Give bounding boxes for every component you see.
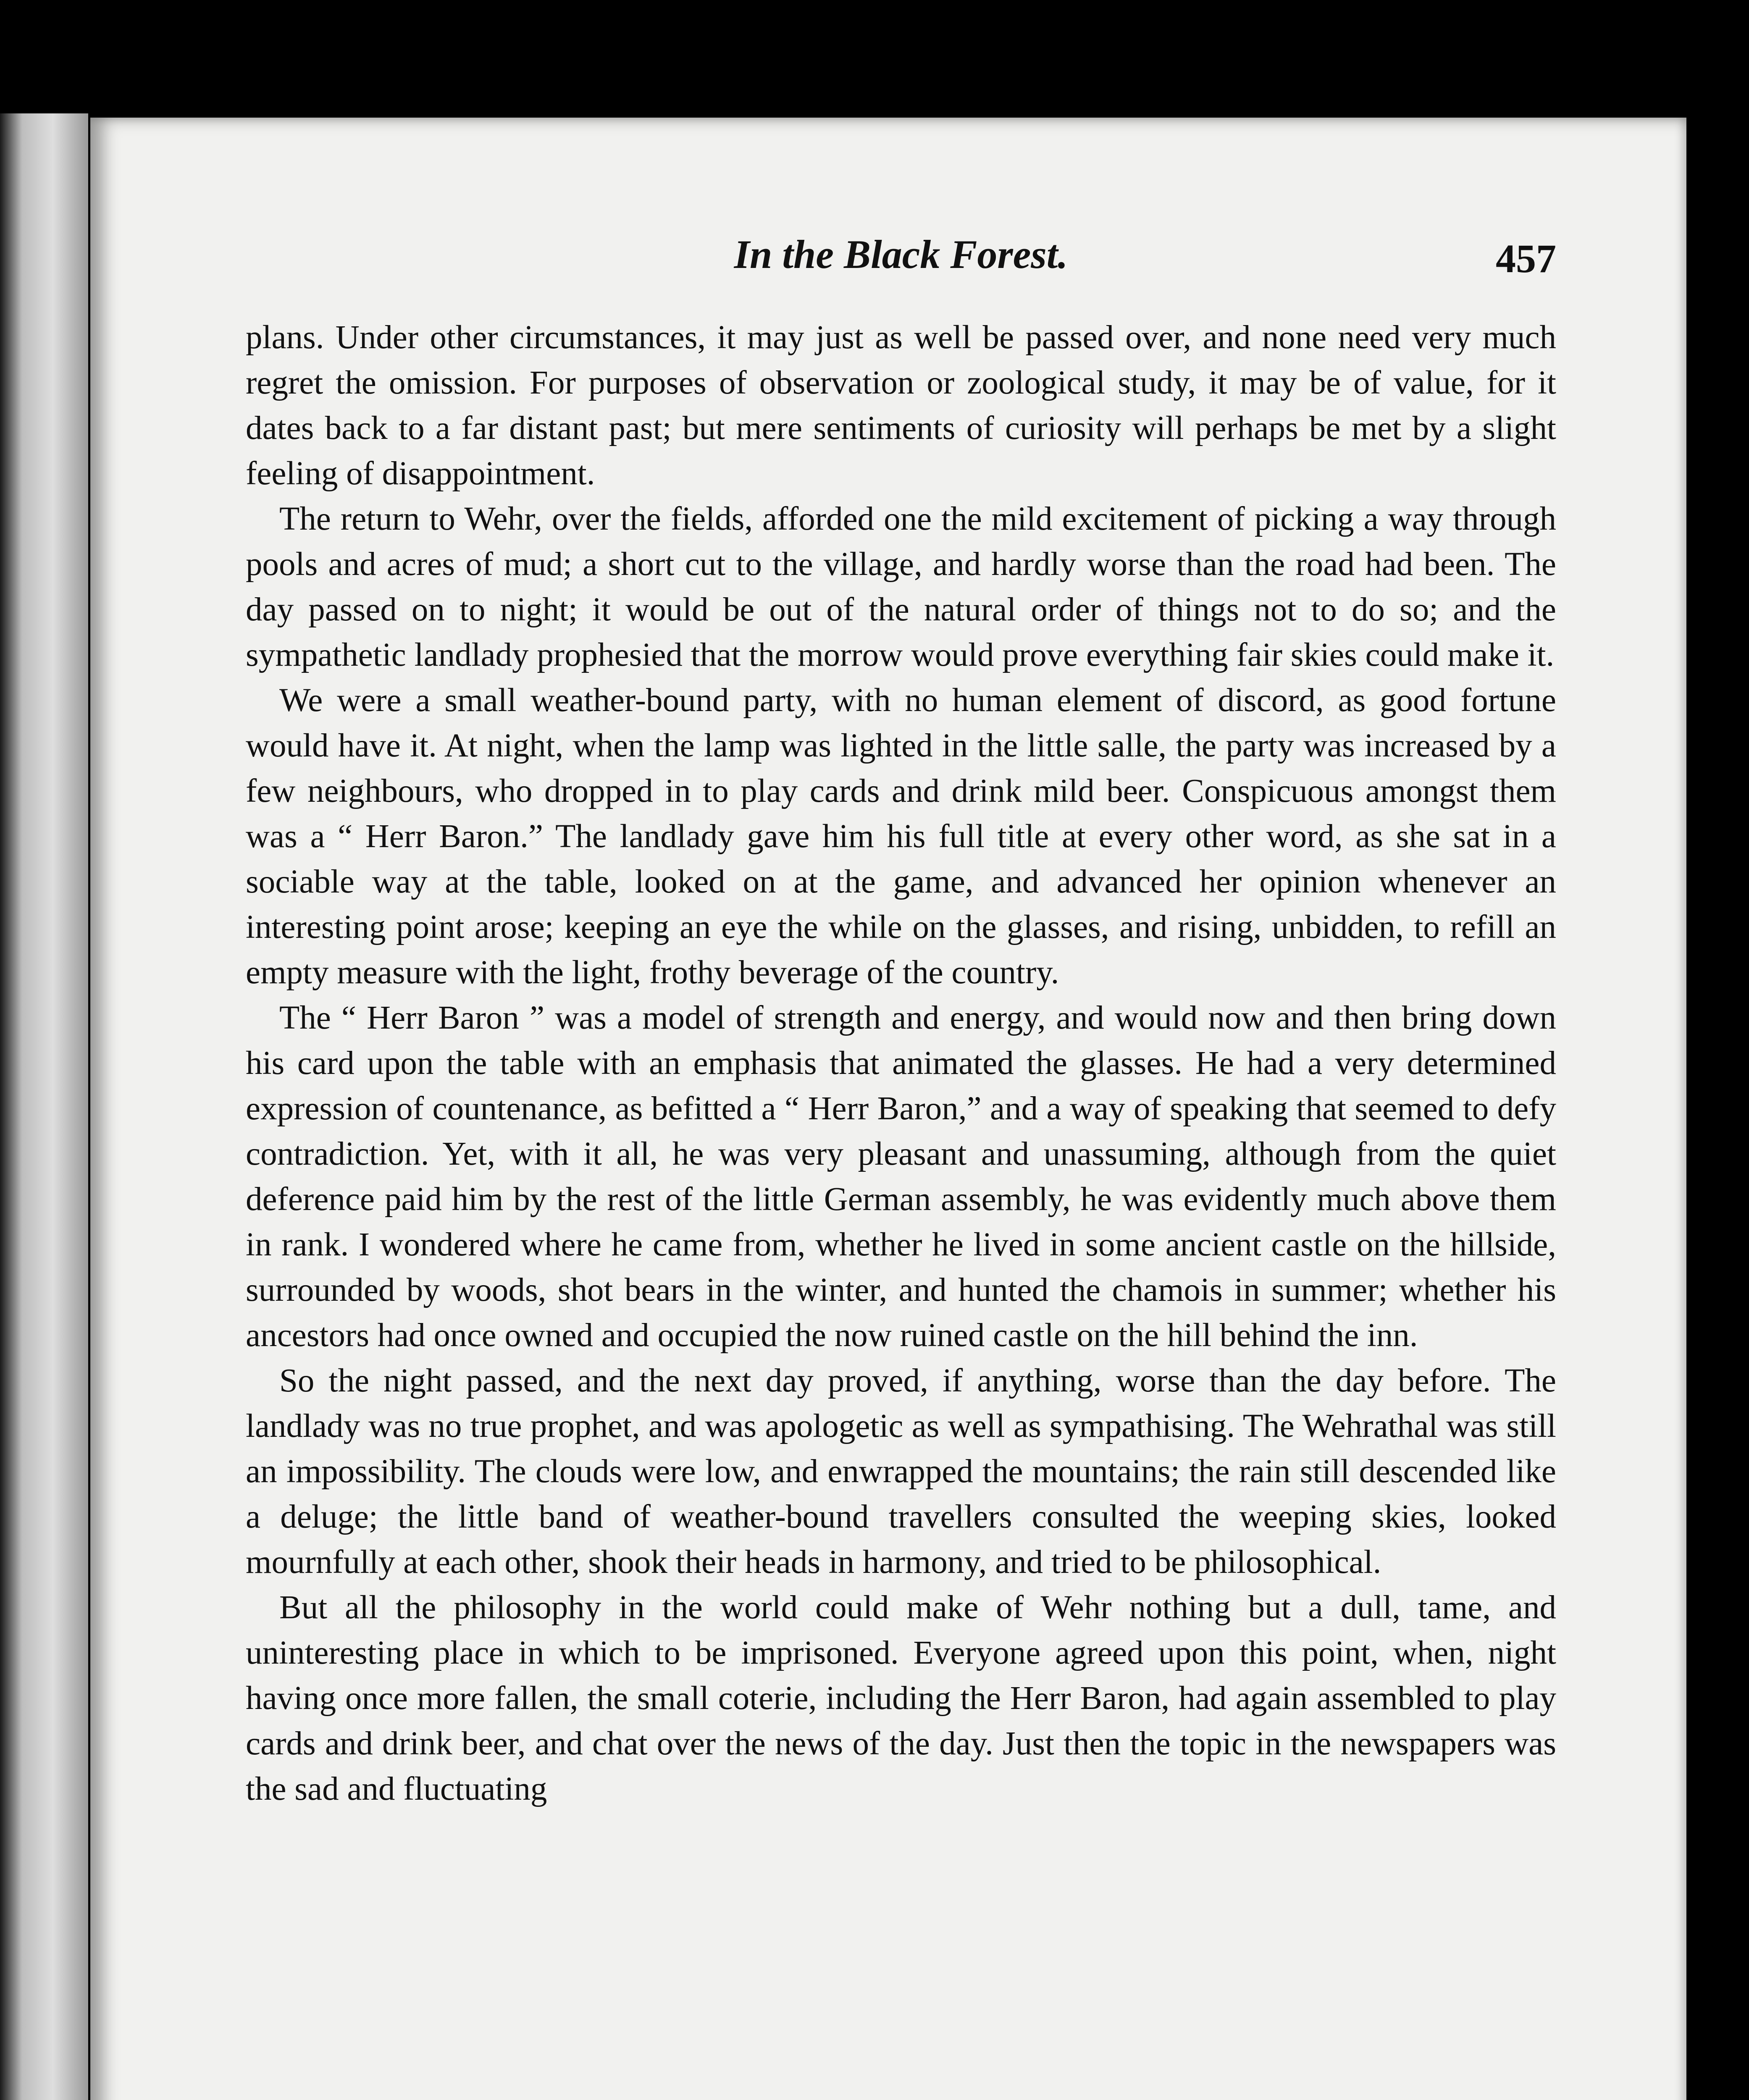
paragraph: But all the philosophy in the world could make of Wehr nothing but a dull, tame, and uninteresting place in which to be imprisoned. Everyone agreed upon this point, when, night having once more fallen, the small coterie, including the Herr Baron, had again assembled to play cards and drink beer, and chat over the news of the day. Just then the topic in the newspapers was the sad and fluctuating bbox=[246, 1589, 1556, 1807]
running-head bbox=[246, 231, 1556, 298]
paragraph: The return to Wehr, over the fields, afforded one the mild excitement of picking a way through pools and acres of mud; a short cut to the village, and hardly worse than the road had been. The day passed on to night; it would be out of the natural order of things not to do so; and the sympathetic landlady prophesied that the morrow would prove everything fair skies could make it. bbox=[246, 501, 1556, 673]
paragraph: The “ Herr Baron ” was a model of strength and energy, and would now and then bring down his card upon the table with an emphasis that animated the glasses. He had a very determined expression of countenance, as befitted a “ Herr Baron,” and a way of speaking that seemed to defy contradiction. Yet, with it all, he was very pleasant and unassuming, although from the quiet deference paid him by the rest of the little German assembly, he was evidently much above them in rank. I wondered where he came from, whether he lived in some ancient castle on the hillside, surrounded by woods, shot bears in the winter, and hunted the chamois in summer; whether his ancestors had once owned and occupied the now ruined castle on the hill behind the inn. bbox=[246, 1000, 1556, 1354]
page-number: 457 bbox=[1496, 236, 1556, 281]
running-title: In the Black Forest. bbox=[734, 232, 1068, 277]
previous-page-edge bbox=[0, 113, 88, 2100]
paragraph: plans. Under other circumstances, it may just as well be passed over, and none need very much regret the omission. For purposes of observation or zoological study, it may be of value, for it dates back to a far distant past; but mere sentiments of curiosity will perhaps be met by a slight feeling of disappointment. bbox=[246, 319, 1556, 492]
paragraph: So the night passed, and the next day proved, if anything, worse than the day before. The landlady was no true prophet, and was apologetic as well as sympathising. The Wehrathal was still an impossibility. The clouds were low, and enwrapped the mountains; the rain still descended like a deluge; the little band of weather-bound travellers consulted the weeping skies, looked mournfully at each other, shook their heads in harmony, and tried to be philosophical. bbox=[246, 1362, 1556, 1580]
page-content bbox=[246, 231, 1556, 1812]
body-text bbox=[246, 315, 1556, 1812]
paragraph: We were a small weather-bound party, with no human element of discord, as good fortune would have it. At night, when the lamp was lighted in the little salle, the party was increased by a few neighbours, who dropped in to play cards and drink mild beer. Conspicuous amongst them was a “ Herr Baron.” The landlady gave him his full title at every other word, as she sat in a sociable way at the table, looked on at the game, and advanced her opinion whenever an interesting point arose; keeping an eye the while on the glasses, and rising, unbidden, to refill an empty measure with the light, frothy beverage of the country. bbox=[246, 682, 1556, 991]
book-page bbox=[90, 118, 1686, 2100]
